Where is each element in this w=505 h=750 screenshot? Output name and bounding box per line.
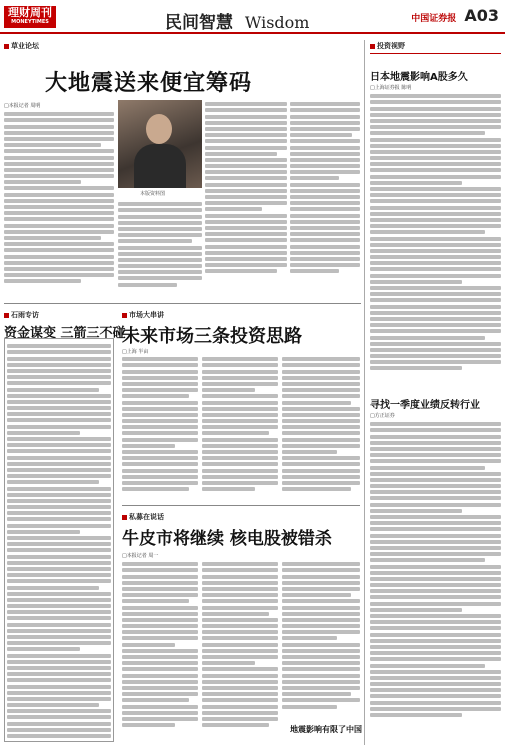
headline-right-2: 寻找一季度业绩反转行业 bbox=[370, 400, 480, 411]
page-number: A03 bbox=[464, 6, 499, 25]
byline-center-bottom: □本报记者 周一 bbox=[122, 553, 159, 559]
headline-left-bottom: 资金谋变 三箭三不碰 bbox=[4, 326, 126, 341]
column-label-center bbox=[122, 310, 164, 320]
article-text-col4 bbox=[290, 100, 360, 300]
header-right bbox=[411, 6, 499, 25]
column-label-text: 私募在说话 bbox=[129, 513, 164, 521]
article-text-cb-col2 bbox=[202, 560, 278, 742]
divider-left bbox=[4, 303, 361, 304]
square-icon bbox=[370, 44, 375, 49]
square-icon bbox=[4, 313, 9, 318]
column-label-text: 市场大串讲 bbox=[129, 311, 164, 319]
column-label-text: 投资视野 bbox=[377, 42, 405, 50]
section-name-en: Wisdom bbox=[244, 13, 310, 32]
byline-right-2: □方正证券 bbox=[370, 413, 395, 419]
column-label-center-bottom bbox=[122, 512, 164, 522]
article-text-col2 bbox=[118, 200, 202, 300]
logo-text: 理财周刊 bbox=[8, 6, 52, 19]
byline-right: □上海证券报 陈明 bbox=[370, 85, 412, 91]
article-text-center-col1 bbox=[122, 355, 198, 501]
article-text-center-col2 bbox=[202, 355, 278, 501]
paper-name: 中国证券报 bbox=[411, 14, 457, 24]
square-icon bbox=[122, 515, 127, 520]
portrait-face bbox=[146, 114, 172, 144]
article-text-right-2 bbox=[370, 420, 501, 742]
byline-left: □本报记者 周明 bbox=[4, 103, 41, 109]
column-label-right bbox=[370, 41, 405, 51]
column-label-text: 石雨专访 bbox=[11, 311, 39, 319]
portrait-body bbox=[134, 144, 186, 188]
byline-center: □上海 半亩 bbox=[122, 349, 149, 355]
logo-subtitle: MONEYTIMES bbox=[11, 19, 49, 25]
article-text-cb-col3 bbox=[282, 560, 360, 720]
article-photo bbox=[118, 100, 202, 188]
article-text-left-bottom bbox=[7, 342, 111, 738]
publication-logo bbox=[4, 6, 56, 28]
square-icon bbox=[122, 313, 127, 318]
section-name: 民间智慧 bbox=[165, 13, 233, 33]
photo-caption: 本版资料图 bbox=[140, 191, 166, 197]
footer-center-bottom: 地震影响有限了中国 bbox=[290, 725, 362, 734]
headline-center-bottom: 牛皮市将继续 核电股被错杀 bbox=[122, 529, 332, 549]
headline-center: 未来市场三条投资思路 bbox=[122, 326, 302, 347]
article-text-col3 bbox=[205, 100, 287, 300]
square-icon bbox=[4, 44, 9, 49]
page-header bbox=[0, 0, 505, 34]
headline-right: 日本地震影响A股多久 bbox=[370, 72, 468, 83]
headline-main: 大地震送来便宜筹码 bbox=[45, 71, 253, 96]
section-title bbox=[165, 8, 309, 33]
divider-center bbox=[122, 505, 360, 506]
column-label-left bbox=[4, 41, 39, 51]
right-column-rule bbox=[370, 53, 501, 54]
article-text-cb-col1 bbox=[122, 560, 198, 742]
column-label-left-bottom bbox=[4, 310, 39, 320]
article-text-col1 bbox=[4, 110, 114, 300]
article-text-center-col3 bbox=[282, 355, 360, 501]
column-label-text: 草业论坛 bbox=[11, 42, 39, 50]
article-text-right bbox=[370, 92, 501, 388]
divider-right-vertical bbox=[364, 40, 365, 745]
